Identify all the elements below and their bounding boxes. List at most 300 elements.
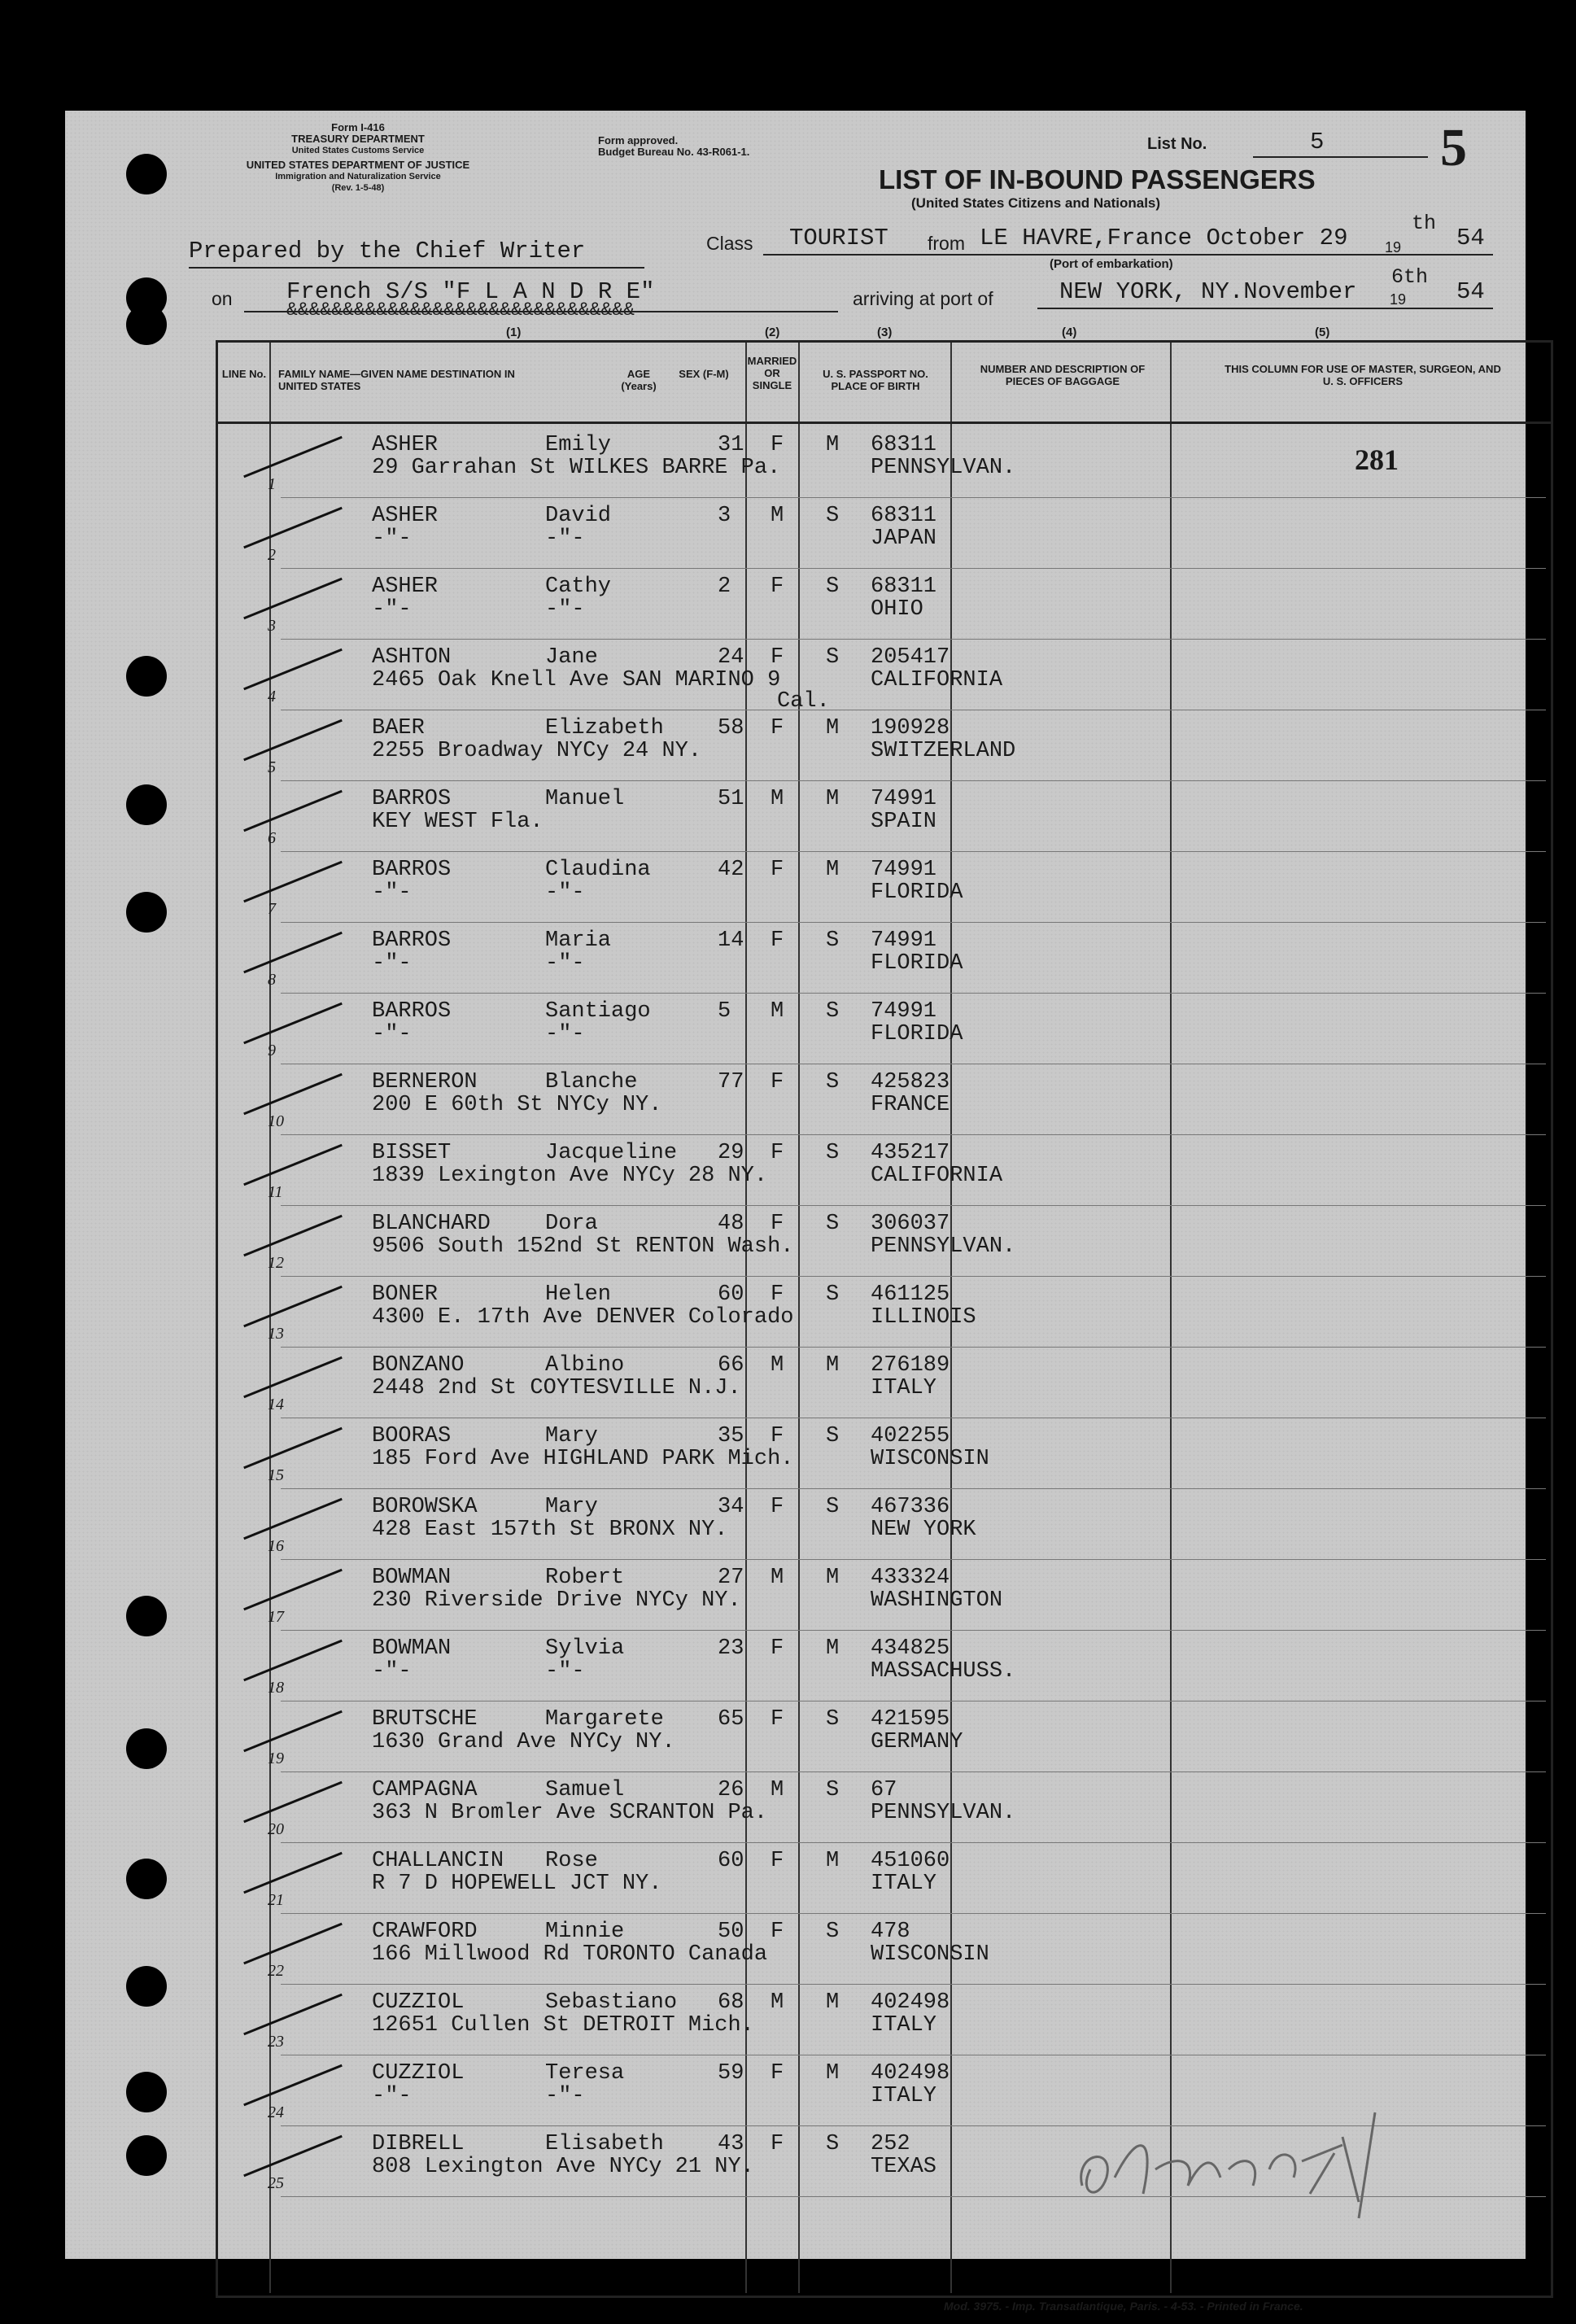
given-name-ditto: -"- (545, 951, 585, 976)
age: 68 (718, 1990, 744, 2015)
punch-hole (126, 304, 167, 345)
marital-status: M (826, 858, 840, 882)
passenger-row (268, 1771, 1546, 1842)
age: 26 (718, 1778, 744, 1802)
line-number: 9 (268, 1042, 276, 1059)
family-name: CRAWFORD (372, 1920, 478, 1944)
arrival-underline (1037, 308, 1493, 309)
line-number: 21 (268, 1891, 284, 1909)
place-of-birth: MASSACHUSS. (871, 1659, 1016, 1684)
place-of-birth: SPAIN (871, 810, 937, 834)
passenger-row (268, 1984, 1546, 2055)
place-of-birth: OHIO (871, 597, 923, 622)
destination-address: 428 East 157th St BRONX NY. (372, 1518, 728, 1542)
given-name-ditto: -"- (545, 526, 585, 551)
age: 24 (718, 645, 744, 670)
family-name: CAMPAGNA (372, 1778, 478, 1802)
sex: F (771, 2132, 784, 2156)
given-name: Rose (545, 1849, 598, 1873)
family-name: BERNERON (372, 1070, 478, 1094)
family-name: BONER (372, 1282, 439, 1307)
ins-service: Immigration and Naturalization Service (275, 172, 441, 181)
passenger-row (268, 1418, 1546, 1488)
sex: F (771, 716, 784, 740)
given-name-ditto: -"- (545, 1022, 585, 1046)
passenger-row (268, 1842, 1546, 1913)
stamp-number: 281 (1355, 443, 1399, 476)
marital-status: M (826, 1566, 840, 1590)
sex: F (771, 574, 784, 599)
form-approval (598, 135, 749, 158)
passport-number: 421595 (871, 1707, 950, 1732)
class-label: Class (706, 233, 753, 254)
line-number: 1 (268, 475, 276, 493)
place-of-birth: CALIFORNIA (871, 668, 1003, 692)
destination-address: -"- (372, 880, 412, 905)
address-continuation: Cal. (777, 689, 830, 714)
passport-number: 451060 (871, 1849, 950, 1873)
passport-number: 467336 (871, 1495, 950, 1519)
line-number: 24 (268, 2103, 284, 2121)
col-num-1: (1) (506, 325, 522, 339)
col-num-5: (5) (1315, 325, 1330, 339)
col-num-2: (2) (765, 325, 780, 339)
age: 42 (718, 858, 744, 882)
destination-address: -"- (372, 1022, 412, 1046)
passport-number: 306037 (871, 1212, 950, 1236)
place-of-birth: ILLINOIS (871, 1305, 976, 1330)
manifest-sheet (65, 111, 1526, 2313)
line-number: 6 (268, 829, 276, 847)
sex: F (771, 858, 784, 882)
sex: M (771, 999, 784, 1024)
place-of-birth: FLORIDA (871, 951, 963, 976)
passport-number: 425823 (871, 1070, 950, 1094)
place-of-birth: CALIFORNIA (871, 1164, 1003, 1188)
sex: F (771, 1920, 784, 1944)
destination-address: 230 Riverside Drive NYCy NY. (372, 1588, 741, 1613)
passenger-row (268, 1701, 1546, 1771)
list-no-label: List No. (1147, 135, 1207, 153)
passport-number: 205417 (871, 645, 950, 670)
destination-address: -"- (372, 2084, 412, 2108)
arrival-century: 19 (1390, 291, 1407, 308)
customs-service: United States Customs Service (291, 146, 425, 155)
family-name: BOROWSKA (372, 1495, 478, 1519)
sex: F (771, 928, 784, 953)
passport-number: 433324 (871, 1566, 950, 1590)
embarkation-century: 19 (1385, 239, 1402, 256)
sex: M (771, 504, 784, 528)
destination-address: 2255 Broadway NYCy 24 NY. (372, 739, 702, 763)
destination-address: KEY WEST Fla. (372, 810, 544, 834)
place-of-birth: FRANCE (871, 1093, 950, 1117)
place-of-birth: ITALY (871, 2084, 937, 2108)
passenger-row (268, 639, 1546, 714)
given-name-ditto: -"- (545, 2084, 585, 2108)
sex: F (771, 1070, 784, 1094)
family-name: CHALLANCIN (372, 1849, 504, 1873)
family-name: BOWMAN (372, 1636, 452, 1661)
age: 66 (718, 1353, 744, 1378)
destination-address: 808 Lexington Ave NYCy 21 NY. (372, 2155, 754, 2179)
passenger-row (268, 922, 1546, 993)
given-name: Mary (545, 1495, 598, 1519)
sex: F (771, 1495, 784, 1519)
line-number: 8 (268, 971, 276, 989)
budget-bureau-text: Budget Bureau No. 43-R061-1. (598, 146, 750, 158)
marital-status: S (826, 504, 840, 528)
family-name: ASHTON (372, 645, 452, 670)
sex: F (771, 1424, 784, 1448)
place-of-birth: PENNSYLVAN. (871, 1801, 1016, 1825)
on-label: on (212, 288, 233, 309)
sex: F (771, 1212, 784, 1236)
destination-address: -"- (372, 1659, 412, 1684)
printer-footer: Mod. 3975. - Imp. Transatlantique, Paris. - 4-53. - Printed in France. (944, 2300, 1303, 2313)
given-name: Blanche (545, 1070, 638, 1094)
passenger-row (268, 1205, 1546, 1276)
line-number: 3 (268, 617, 276, 635)
line-number: 18 (268, 1679, 284, 1697)
line-number: 13 (268, 1325, 284, 1343)
embarkation-value: LE HAVRE,France October 29 (980, 225, 1348, 251)
age: 31 (718, 433, 744, 457)
age: 27 (718, 1566, 744, 1590)
sex: F (771, 1849, 784, 1873)
passenger-row (268, 780, 1546, 851)
place-of-birth: JAPAN (871, 526, 937, 551)
place-of-birth: ITALY (871, 2013, 937, 2038)
given-name: Claudina (545, 858, 651, 882)
place-of-birth: SWITZERLAND (871, 739, 1016, 763)
passport-number: 402498 (871, 1990, 950, 2015)
given-name: Sebastiano (545, 1990, 678, 2015)
sex: M (771, 1778, 784, 1802)
punch-hole (126, 892, 167, 933)
justice-dept: UNITED STATES DEPARTMENT OF JUSTICE (246, 159, 470, 171)
punch-hole (126, 1728, 167, 1769)
line-number: 16 (268, 1537, 284, 1555)
destination-address: 185 Ford Ave HIGHLAND PARK Mich. (372, 1447, 794, 1471)
given-name: Albino (545, 1353, 625, 1378)
header-bottom-rule (216, 422, 1551, 424)
punch-hole (126, 1859, 167, 1899)
family-name: ASHER (372, 574, 439, 599)
destination-address: 4300 E. 17th Ave DENVER Colorado (372, 1305, 794, 1330)
age: 43 (718, 2132, 744, 2156)
passenger-row (268, 1630, 1546, 1701)
line-number: 25 (268, 2174, 284, 2192)
passport-number: 68311 (871, 574, 937, 599)
from-label: from (928, 233, 965, 254)
family-name: BOWMAN (372, 1566, 452, 1590)
place-of-birth: ITALY (871, 1872, 937, 1896)
passenger-row (268, 497, 1546, 568)
marital-status: S (826, 1070, 840, 1094)
passenger-row (268, 1276, 1546, 1347)
age: 60 (718, 1849, 744, 1873)
form-approved-text: Form approved. (598, 134, 679, 146)
list-no-underline (1253, 156, 1428, 158)
form-id: Form I-416 (331, 121, 385, 133)
given-name: Jacqueline (545, 1141, 678, 1165)
family-name: BISSET (372, 1141, 452, 1165)
marital-status: S (826, 1282, 840, 1307)
age: 59 (718, 2061, 744, 2086)
given-name: Jane (545, 645, 598, 670)
passenger-row (268, 710, 1546, 780)
marital-status: S (826, 1424, 840, 1448)
age: 50 (718, 1920, 744, 1944)
place-of-birth: PENNSYLVAN. (871, 456, 1016, 480)
marital-status: S (826, 574, 840, 599)
passenger-row (268, 1488, 1546, 1559)
marital-status: S (826, 999, 840, 1024)
passenger-row (268, 1064, 1546, 1134)
given-name: Manuel (545, 787, 625, 811)
passport-number: 74991 (871, 858, 937, 882)
passport-number: 68311 (871, 433, 937, 457)
destination-address: R 7 D HOPEWELL JCT NY. (372, 1872, 662, 1896)
passenger-row (268, 568, 1546, 639)
marital-status: S (826, 1212, 840, 1236)
family-name: BOORAS (372, 1424, 452, 1448)
line-number: 14 (268, 1396, 284, 1413)
destination-address: 2448 2nd St COYTESVILLE N.J. (372, 1376, 741, 1400)
destination-address: 1630 Grand Ave NYCy NY. (372, 1730, 675, 1754)
age: 48 (718, 1212, 744, 1236)
punch-hole (126, 1966, 167, 2007)
header-line-no: LINE No. (221, 368, 267, 380)
passport-number: 252 (871, 2132, 910, 2156)
header-name: FAMILY NAME—GIVEN NAME DESTINATION IN UNITED STATES (278, 368, 515, 392)
given-name: Minnie (545, 1920, 625, 1944)
marital-status: S (826, 1778, 840, 1802)
passenger-row (268, 1134, 1546, 1205)
line-number: 20 (268, 1820, 284, 1838)
family-name: CUZZIOL (372, 1990, 465, 2015)
form-revision: (Rev. 1-5-48) (331, 183, 385, 193)
sex: M (771, 1353, 784, 1378)
place-of-birth: ITALY (871, 1376, 937, 1400)
prepared-by: Prepared by the Chief Writer (189, 238, 586, 264)
destination-address: 1839 Lexington Ave NYCy 28 NY. (372, 1164, 768, 1188)
marital-status: M (826, 787, 840, 811)
destination-address: 12651 Cullen St DETROIT Mich. (372, 2013, 754, 2038)
passport-number: 434825 (871, 1636, 950, 1661)
destination-address: 200 E 60th St NYCy NY. (372, 1093, 662, 1117)
arriving-label: arriving at port of (853, 288, 993, 309)
embarkation-caption: (Port of embarkation) (1050, 257, 1173, 271)
given-name: Sylvia (545, 1636, 625, 1661)
sex: F (771, 2061, 784, 2086)
punch-hole (126, 656, 167, 697)
given-name: Helen (545, 1282, 612, 1307)
age: 65 (718, 1707, 744, 1732)
sex: M (771, 1990, 784, 2015)
family-name: BARROS (372, 999, 452, 1024)
marital-status: S (826, 1920, 840, 1944)
passenger-row (268, 993, 1546, 1064)
destination-address: 2465 Oak Knell Ave SAN MARINO 9 (372, 668, 781, 692)
marital-status: S (826, 1707, 840, 1732)
line-number: 2 (268, 546, 276, 564)
place-of-birth: WISCONSIN (871, 1447, 989, 1471)
given-name: Elizabeth (545, 716, 664, 740)
destination-address: -"- (372, 951, 412, 976)
age: 5 (718, 999, 731, 1024)
given-name: Elisabeth (545, 2132, 664, 2156)
class-value: TOURIST (789, 225, 888, 251)
list-no-value: 5 (1310, 129, 1325, 155)
list-subtitle: (United States Citizens and Nationals) (911, 195, 1161, 211)
destination-address: -"- (372, 597, 412, 622)
marital-status: S (826, 1495, 840, 1519)
punch-hole (126, 784, 167, 825)
handwritten-initials (1066, 2064, 1408, 2234)
punch-hole (126, 154, 167, 194)
embarkation-day-suffix: th (1412, 212, 1437, 235)
line-number: 5 (268, 758, 276, 776)
given-name: Margarete (545, 1707, 664, 1732)
family-name: ASHER (372, 433, 439, 457)
age: 14 (718, 928, 744, 953)
given-name: Maria (545, 928, 612, 953)
header-sex: SEX (F-M) (679, 368, 729, 380)
header-baggage: NUMBER AND DESCRIPTION OF PIECES OF BAGGAGE (980, 363, 1146, 387)
passenger-row (268, 1347, 1546, 1418)
age: 51 (718, 787, 744, 811)
sex: F (771, 1141, 784, 1165)
family-name: BAER (372, 716, 425, 740)
line-number: 12 (268, 1254, 284, 1272)
passenger-row (268, 1913, 1546, 1984)
line-number: 15 (268, 1466, 284, 1484)
col-num-4: (4) (1062, 325, 1077, 339)
given-name: Dora (545, 1212, 598, 1236)
given-name-ditto: -"- (545, 1659, 585, 1684)
header-age: AGE (Years) (621, 368, 657, 392)
sex: M (771, 1566, 784, 1590)
place-of-birth: WASHINGTON (871, 1588, 1003, 1613)
line-number: 17 (268, 1608, 284, 1626)
sex: F (771, 645, 784, 670)
family-name: BRUTSCHE (372, 1707, 478, 1732)
destination-address: 9506 South 152nd St RENTON Wash. (372, 1234, 794, 1259)
given-name: David (545, 504, 612, 528)
passenger-row (268, 1559, 1546, 1630)
col-num-3: (3) (877, 325, 893, 339)
embarkation-underline (964, 254, 1493, 256)
age: 29 (718, 1141, 744, 1165)
line-number: 23 (268, 2033, 284, 2051)
given-name-ditto: -"- (545, 597, 585, 622)
age: 2 (718, 574, 731, 599)
place-of-birth: FLORIDA (871, 880, 963, 905)
given-name-ditto: -"- (545, 880, 585, 905)
place-of-birth: NEW YORK (871, 1518, 976, 1542)
age: 77 (718, 1070, 744, 1094)
place-of-birth: WISCONSIN (871, 1942, 989, 1967)
family-name: BARROS (372, 787, 452, 811)
passport-number: 74991 (871, 928, 937, 953)
marital-status: S (826, 1141, 840, 1165)
header-officers: THIS COLUMN FOR USE OF MASTER, SURGEON, AND U. S. OFFICERS (1225, 363, 1501, 387)
treasury-dept: TREASURY DEPARTMENT (291, 133, 425, 145)
place-of-birth: FLORIDA (871, 1022, 963, 1046)
punch-hole (126, 1596, 167, 1636)
arrival-port: NEW YORK, NY.November (1059, 278, 1357, 305)
destination-address: 363 N Bromler Ave SCRANTON Pa. (372, 1801, 768, 1825)
destination-address: -"- (372, 526, 412, 551)
marital-status: M (826, 1353, 840, 1378)
marital-status: M (826, 2061, 840, 2086)
passport-number: 74991 (871, 999, 937, 1024)
family-name: BONZANO (372, 1353, 465, 1378)
place-of-birth: TEXAS (871, 2155, 937, 2179)
marital-status: M (826, 1849, 840, 1873)
place-of-birth: GERMANY (871, 1730, 963, 1754)
line-number: 11 (268, 1183, 283, 1201)
passport-number: 190928 (871, 716, 950, 740)
given-name: Samuel (545, 1778, 625, 1802)
punch-hole (126, 2072, 167, 2112)
passport-number: 68311 (871, 504, 937, 528)
ship-strikeout: &&&&&&&&&&&&&&&&&&&&&&&&&&&&&&& (286, 299, 635, 321)
family-name: DIBRELL (372, 2132, 465, 2156)
passport-number: 461125 (871, 1282, 950, 1307)
arrival-day: 6th (1391, 265, 1429, 289)
given-name: Mary (545, 1424, 598, 1448)
place-of-birth: PENNSYLVAN. (871, 1234, 1016, 1259)
sex: F (771, 1282, 784, 1307)
passport-number: 435217 (871, 1141, 950, 1165)
given-name: Santiago (545, 999, 651, 1024)
sex: F (771, 433, 784, 457)
family-name: BARROS (372, 858, 452, 882)
family-name: CUZZIOL (372, 2061, 465, 2086)
passport-number: 276189 (871, 1353, 950, 1378)
age: 23 (718, 1636, 744, 1661)
marital-status: S (826, 928, 840, 953)
given-name: Emily (545, 433, 612, 457)
header-passport: U. S. PASSPORT NO. PLACE OF BIRTH (823, 368, 928, 392)
arrival-year: 54 (1456, 278, 1485, 305)
age: 60 (718, 1282, 744, 1307)
family-name: BARROS (372, 928, 452, 953)
passport-number: 478 (871, 1920, 910, 1944)
line-number: 19 (268, 1750, 284, 1767)
given-name: Cathy (545, 574, 612, 599)
prepared-by-underline (189, 267, 644, 269)
sex: F (771, 1707, 784, 1732)
age: 35 (718, 1424, 744, 1448)
family-name: ASHER (372, 504, 439, 528)
line-number: 10 (268, 1112, 284, 1130)
header-married: MARRIED OR SINGLE (747, 355, 797, 391)
age: 3 (718, 504, 731, 528)
page-number: 5 (1440, 118, 1467, 177)
given-name: Teresa (545, 2061, 625, 2086)
passenger-row (268, 851, 1546, 922)
marital-status: S (826, 2132, 840, 2156)
embarkation-year: 54 (1456, 225, 1485, 251)
sex: M (771, 787, 784, 811)
sex: F (771, 1636, 784, 1661)
line-number: 4 (268, 688, 276, 706)
age: 34 (718, 1495, 744, 1519)
